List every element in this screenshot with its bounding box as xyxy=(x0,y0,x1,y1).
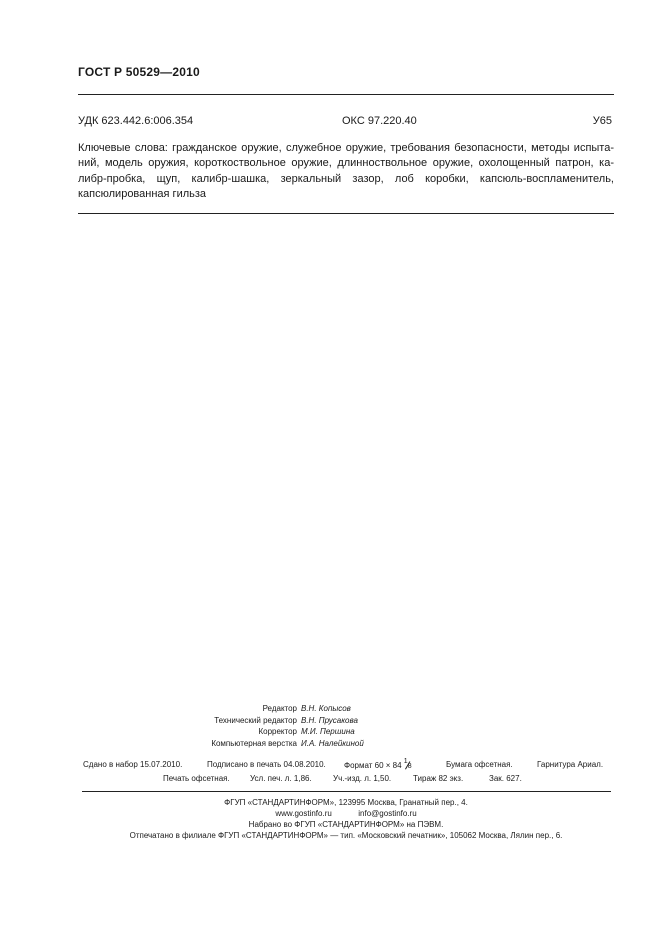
submitted-date: Сдано в набор 15.07.2010. xyxy=(83,760,183,769)
publisher-contacts xyxy=(78,809,614,818)
print-info-line2 xyxy=(163,774,230,783)
typeset-info: Набрано во ФГУП «СТАНДАРТИНФОРМ» на ПЭВМ. xyxy=(248,820,444,829)
staff-name: В.Н. Прусакова xyxy=(301,715,358,725)
staff-role: Компьютерная верстка xyxy=(211,738,297,748)
staff-role: Редактор xyxy=(262,704,297,713)
print-type: Печать офсетная. xyxy=(163,774,230,783)
fraction-numerator: 1 xyxy=(403,758,408,765)
standard-number: ГОСТ Р 50529—2010 xyxy=(78,65,200,79)
keywords-line: либр-пробка, щуп, калибр-шашка, зеркальный зазор, лоб коробки, капсюль-воспламенитель, xyxy=(78,172,614,185)
staff-role: Корректор xyxy=(258,727,297,736)
staff-name: М.И. Першина xyxy=(301,727,355,736)
pub-sheets-wrap xyxy=(333,774,391,783)
format-fraction xyxy=(404,760,414,770)
oks-code: ОКС 97.220.40 xyxy=(342,115,417,127)
print-run: Тираж 82 экз. xyxy=(413,774,464,783)
publisher-website: www.gostinfo.ru xyxy=(275,809,332,818)
udk-code: УДК 623.442.6:006.354 xyxy=(78,115,194,127)
category-code: У65 xyxy=(592,115,612,127)
paper-type: Бумага офсетная. xyxy=(446,760,513,769)
font-wrap xyxy=(537,760,603,769)
keywords-paragraph xyxy=(78,141,614,202)
format-wrap xyxy=(344,760,414,770)
order-number: Зак. 627. xyxy=(489,774,522,783)
footer-divider xyxy=(82,791,611,792)
paper-wrap xyxy=(446,760,513,769)
publisher-email: info@gostinfo.ru xyxy=(358,809,417,818)
signed-date: Подписано в печать 04.08.2010. xyxy=(207,760,326,769)
print-sheets-wrap xyxy=(250,774,312,783)
keywords-line: Ключевые слова: гражданское оружие, служебное оружие, требования безопасности, методы испыта- xyxy=(78,142,614,154)
publisher-address: ФГУП «СТАНДАРТИНФОРМ», 123995 Москва, Гранатный пер., 4. xyxy=(224,798,468,807)
header-divider xyxy=(78,94,614,95)
keywords-line: ний, модель оружия, короткоствольное оружие, длинноствольное оружие, охолощенный патрон, ка- xyxy=(78,157,614,170)
fraction-denominator: 8 xyxy=(407,763,412,770)
staff-credits xyxy=(0,703,661,751)
staff-name: В.Н. Копысов xyxy=(301,704,351,713)
keywords-divider xyxy=(78,213,614,214)
paper-format: Формат 60 × 84 xyxy=(344,761,402,770)
staff-name: И.А. Налейкиной xyxy=(301,738,364,748)
staff-role: Технический редактор xyxy=(214,715,297,725)
run-wrap xyxy=(413,774,463,783)
signed-date-wrap xyxy=(207,760,326,769)
typeface: Гарнитура Ариал. xyxy=(537,760,604,769)
printed-at: Отпечатано в филиале ФГУП «СТАНДАРТИНФОРМ» — тип. «Московский печатник», 105062 Москва, Лялин пер., 6. xyxy=(129,831,563,840)
print-sheets: Усл. печ. л. 1,86. xyxy=(250,774,312,783)
keywords-line: капсюлированная гильза xyxy=(78,187,207,200)
order-wrap xyxy=(489,774,522,783)
publication-sheets: Уч.-изд. л. 1,50. xyxy=(333,774,392,783)
print-info-line1 xyxy=(83,760,182,769)
